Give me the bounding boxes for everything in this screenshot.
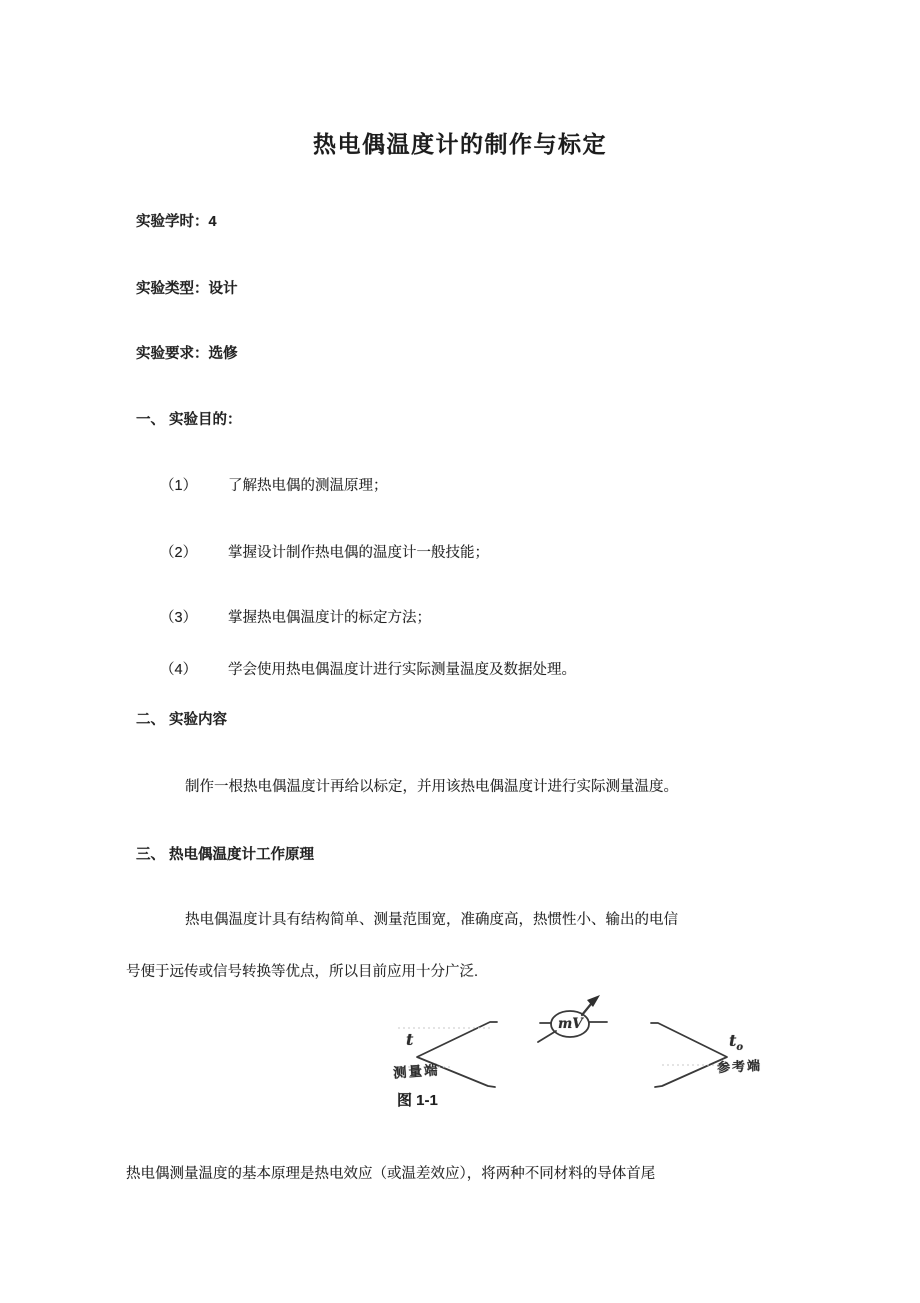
objective-item-2	[160, 541, 489, 562]
objective-item-3	[160, 606, 431, 627]
meta-requirement-line: 实验要求：选修	[136, 346, 238, 362]
section-2-heading: 二、 实验内容	[136, 712, 228, 728]
thermocouple-circuit-figure	[380, 990, 800, 1112]
closing-paragraph: 热电偶测量温度的基本原理是热电效应（或温差效应），将两种不同材料的导体首尾	[126, 1166, 656, 1182]
section-3-body-line-1: 热电偶温度计具有结构简单、测量范围宽，准确度高，热惯性小、输出的电信	[185, 912, 678, 928]
section-3-heading: 三、 热电偶温度计工作原理	[136, 847, 315, 863]
item-text: 学会使用热电偶温度计进行实际测量温度及数据处理。	[228, 662, 576, 678]
document-title: 热电偶温度计的制作与标定	[313, 131, 607, 157]
meta-hours-line: 实验学时：4	[136, 214, 217, 230]
meta-type-line: 实验类型：设计	[136, 281, 238, 297]
item-text: 了解热电偶的测温原理；	[228, 478, 388, 494]
millivoltmeter-label: mV	[558, 1016, 583, 1032]
section-3-body-line-2: 号便于远传或信号转换等优点，所以目前应用十分广泛.	[126, 964, 479, 980]
cold-junction-wires	[651, 1023, 727, 1087]
item-number: （3）	[160, 610, 198, 626]
section-2-body: 制作一根热电偶温度计再给以标定，并用该热电偶温度计进行实际测量温度。	[185, 779, 678, 795]
cold-junction-symbol-sub: o	[736, 1042, 744, 1054]
meter-needle	[582, 1004, 591, 1015]
meter-lower-lead	[538, 1031, 556, 1042]
item-text: 掌握热电偶温度计的标定方法；	[228, 610, 431, 626]
hot-junction-symbol: t	[406, 1030, 414, 1049]
cold-junction-symbol	[729, 1031, 743, 1053]
item-text: 掌握设计制作热电偶的温度计一般技能；	[228, 545, 489, 561]
figure-caption: 图 1-1	[397, 1092, 438, 1109]
objective-item-1	[160, 474, 388, 495]
item-number: （4）	[160, 662, 198, 678]
section-1-heading: 一、 实验目的：	[136, 412, 242, 428]
cold-junction-symbol-t: t	[729, 1031, 737, 1050]
item-number: （2）	[160, 545, 198, 561]
item-number: （1）	[160, 478, 198, 494]
objective-item-4	[160, 658, 576, 679]
hot-junction-label: 测量端	[392, 1062, 441, 1081]
cold-junction-label: 参考端	[716, 1057, 763, 1076]
